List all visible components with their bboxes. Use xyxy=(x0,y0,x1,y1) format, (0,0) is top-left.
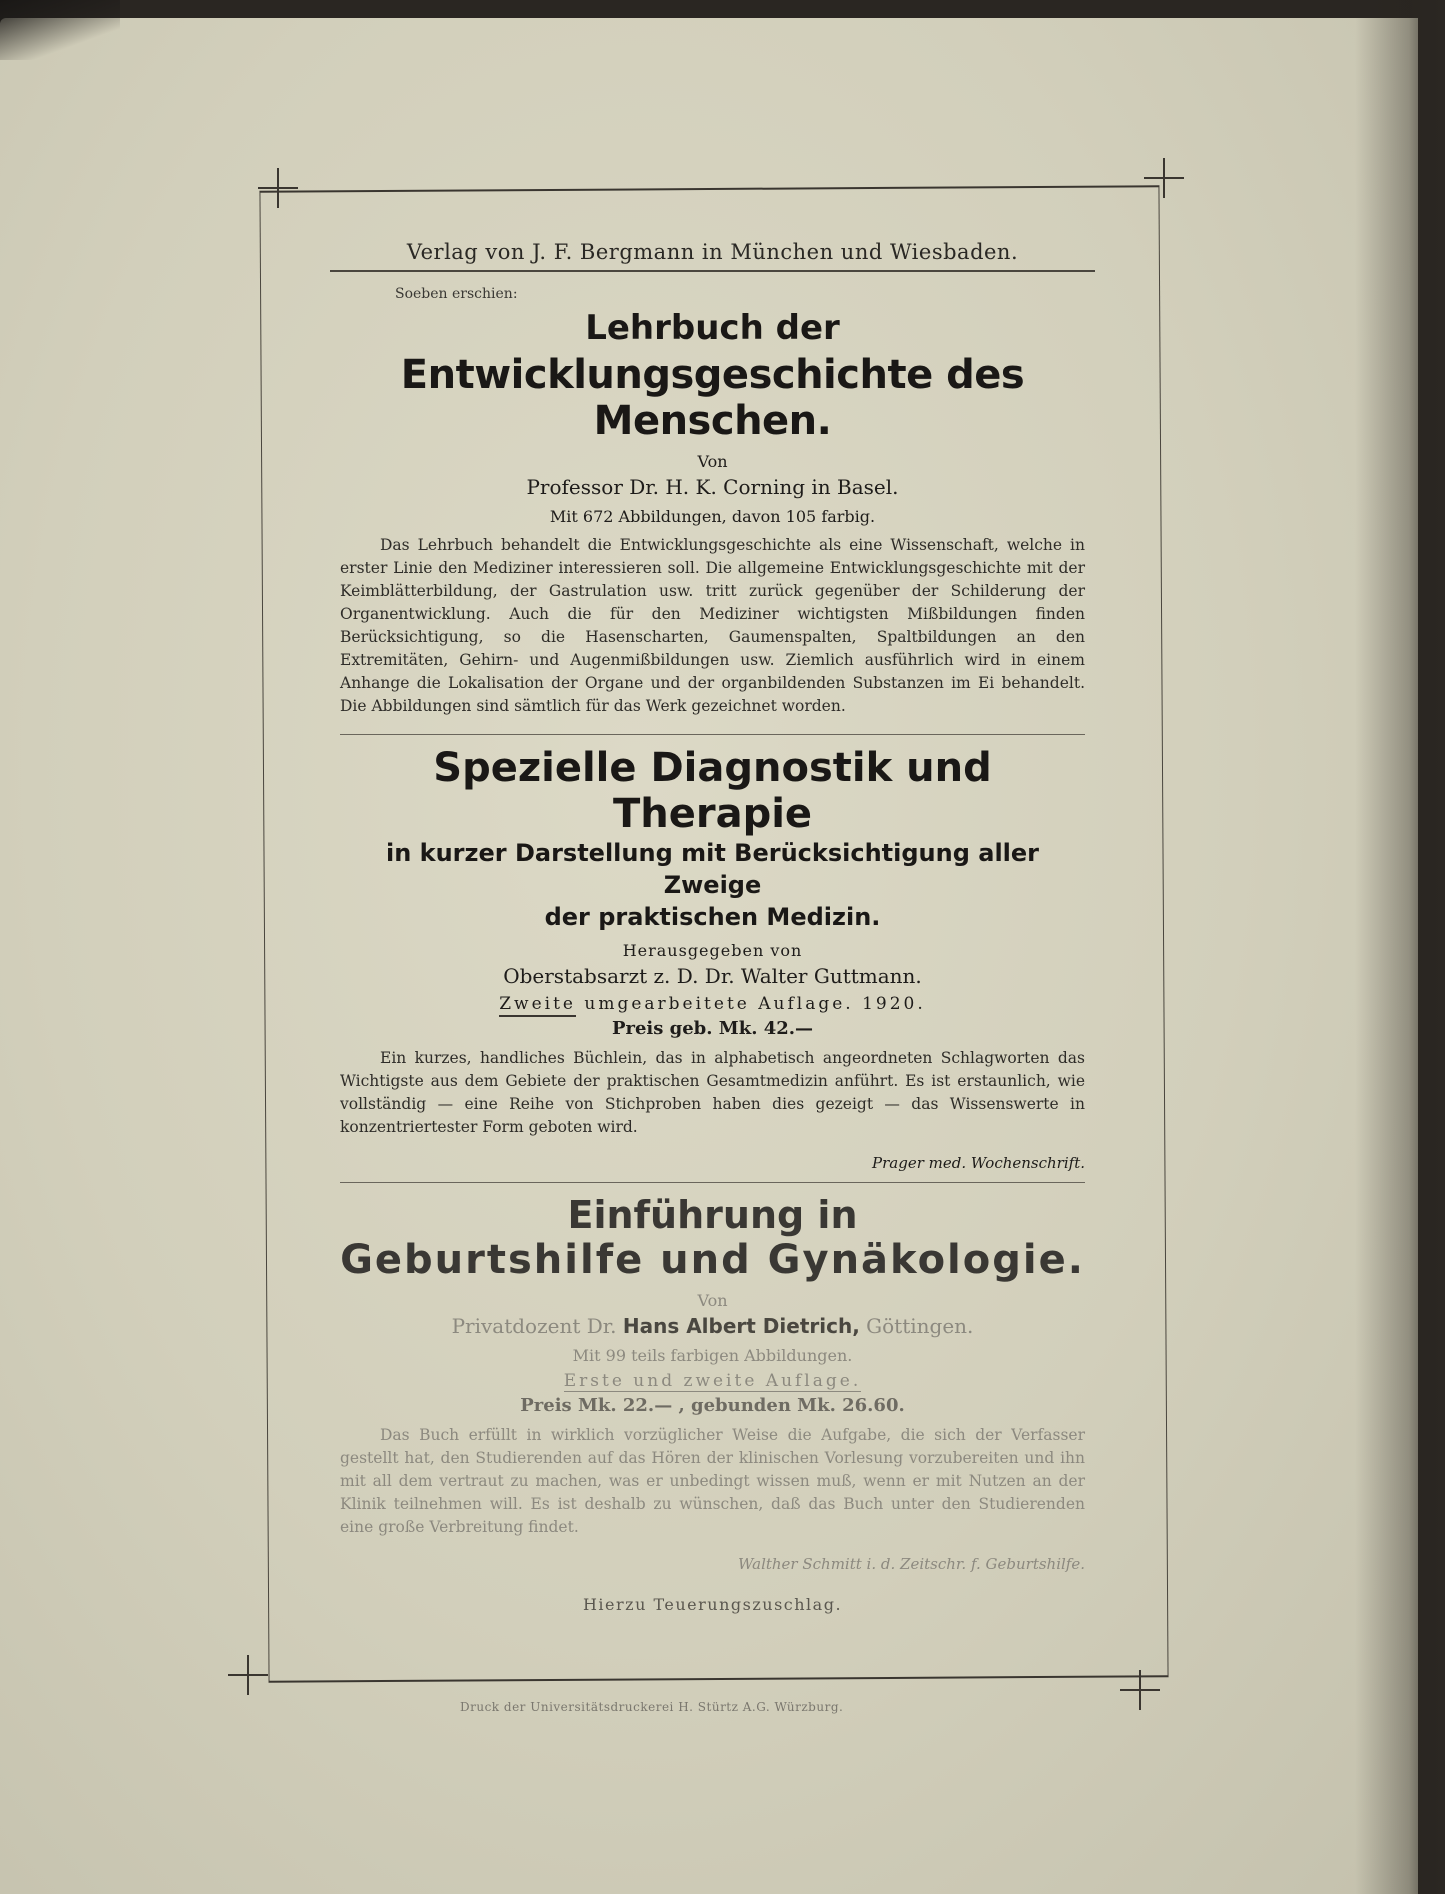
book-corning xyxy=(340,286,1085,718)
book2-edition-word: Zweite xyxy=(499,994,576,1017)
book3-author-prefix: Privatdozent Dr. xyxy=(451,1314,617,1338)
book3-author-place: Göttingen. xyxy=(866,1314,974,1338)
background-corner xyxy=(0,0,120,60)
advertisement-content xyxy=(340,240,1085,1614)
book3-edition xyxy=(340,1371,1085,1391)
book2-editor-label: Herausgegeben von xyxy=(622,940,803,960)
book1-title-line1: Lehrbuch der xyxy=(585,308,840,348)
book2-review-source: Prager med. Wochenschrift. xyxy=(872,1154,1085,1172)
book1-eyebrow: Soeben erschien: xyxy=(395,286,518,302)
book2-editor: Oberstabsarzt z. D. Dr. Walter Guttmann. xyxy=(503,963,922,988)
book3-review: Das Buch erfüllt in wirklich vorzüglicher Weise die Aufgabe, die sich der Verfasser gestellt hat, den Studierenden auf das Hören der klinischen Vorlesung vorzubereiten und ihn mit all dem vertraut zu machen, was er unbedingt wissen muß, wenn er mit Nutzen an der Klinik teilnehmen will. Es ist deshalb zu wünschen, daß das Buch unter den Studierenden eine große Verbreitung findet. xyxy=(340,1426,1085,1536)
book3-author xyxy=(340,1314,1085,1338)
book1-von: Von xyxy=(697,452,728,471)
crop-mark-top-right xyxy=(1144,158,1184,198)
book2-review: Ein kurzes, handliches Büchlein, das in alphabetisch angeordneten Schlagworten das Wichtigste aus dem Gebiete der praktischen Gesamtmedizin anführt. Es ist erstaunlich, wie vollständig — eine Reihe von Stichproben haben dies gezeigt — das Wissenswerte in konzentriertester Form geboten wird. xyxy=(340,1048,1085,1136)
surcharge-note: Hierzu Teuerungszuschlag. xyxy=(582,1594,843,1614)
book3-author-name: Hans Albert Dietrich, xyxy=(622,1314,860,1338)
section-divider-1 xyxy=(340,734,1085,735)
book1-author: Professor Dr. H. K. Corning in Basel. xyxy=(526,475,899,499)
page-edge-shadow xyxy=(1355,0,1445,1894)
book3-title-line1: Einführung in xyxy=(567,1193,858,1237)
book1-description: Das Lehrbuch behandelt die Entwicklungsgeschichte als eine Wissenschaft, welche in erster Linie den Mediziner interessieren soll. Die allgemeine Entwicklungsgeschichte mit der Keimblätterbildung, der Gastrulation usw. tritt zurück gegenüber der Schilderung der Organentwicklung. Auch die für den Mediziner wichtigsten Mißbildungen finden Berücksichtigung, so die Hasenscharten, Gaumenspalten, Spaltbildungen an den Extremitäten, Gehirn- und Augenmißbildungen usw. Ziemlich ausführlich wird in einem Anhange die Lokalisation der Organe und der organbildenden Substanzen im Ei behandelt. Die Abbildungen sind sämtlich für das Werk gezeichnet worden. xyxy=(340,536,1085,715)
book-guttmann xyxy=(340,745,1085,1173)
section-divider-2 xyxy=(340,1182,1085,1183)
crop-mark-bottom-right xyxy=(1120,1670,1160,1710)
book-dietrich xyxy=(340,1193,1085,1573)
book1-illustrations: Mit 672 Abbildungen, davon 105 farbig. xyxy=(549,507,876,526)
book2-edition-rest: umgearbeitete Auflage. 1920. xyxy=(584,993,926,1014)
book2-subtitle-line1: in kurzer Darstellung mit Berücksichtigung aller Zweige xyxy=(385,838,1040,899)
crop-mark-bottom-left xyxy=(228,1655,268,1695)
book3-von: Von xyxy=(697,1291,728,1310)
publisher-line: Verlag von J. F. Bergmann in München und Wiesbaden. xyxy=(330,240,1095,272)
book3-edition-text: Erste und zweite Auflage. xyxy=(563,1371,862,1391)
crop-mark-top-left xyxy=(258,168,298,208)
book2-price: Preis geb. Mk. 42.— xyxy=(611,1017,814,1039)
book3-price: Preis Mk. 22.— , gebunden Mk. 26.60. xyxy=(520,1395,905,1416)
book1-title-line2: Entwicklungsgeschichte des Menschen. xyxy=(400,352,1025,444)
book3-review-source: Walther Schmitt i. d. Zeitschr. f. Geburtshilfe. xyxy=(738,1554,1085,1573)
book3-illustrations: Mit 99 teils farbigen Abbildungen. xyxy=(572,1346,853,1365)
book2-edition xyxy=(340,994,1085,1014)
book3-title-line2: Geburtshilfe und Gynäkologie. xyxy=(340,1237,1085,1283)
book2-title: Spezielle Diagnostik und Therapie xyxy=(433,744,992,837)
printer-line: Druck der Universitätsdruckerei H. Stürtz A.G. Würzburg. xyxy=(460,1700,844,1714)
book2-subtitle-line2: der praktischen Medizin. xyxy=(544,902,881,931)
